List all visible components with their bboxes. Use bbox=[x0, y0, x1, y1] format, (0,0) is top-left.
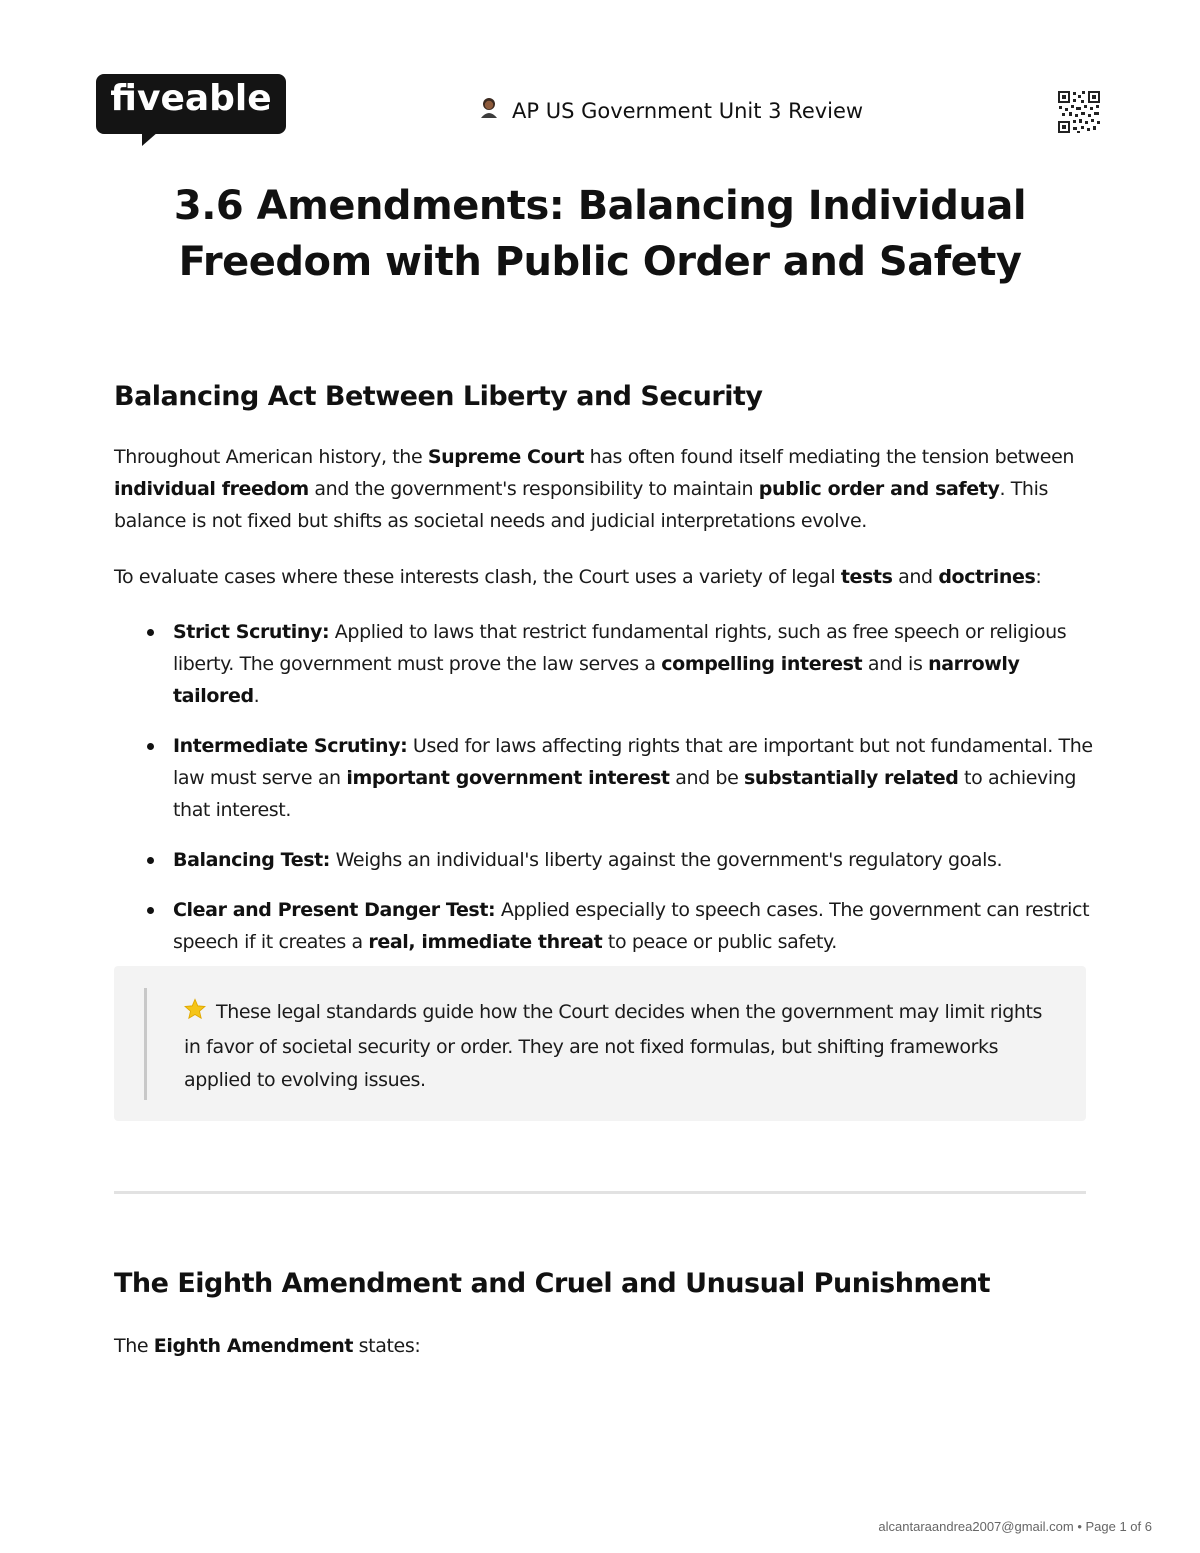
bold-term: Eighth Amendment bbox=[153, 1335, 354, 1357]
text-run: : bbox=[1035, 566, 1042, 588]
text-run: to peace or public safety. bbox=[602, 931, 837, 953]
document-title bbox=[478, 96, 863, 123]
page-title bbox=[100, 178, 1100, 290]
bold-term: compelling interest bbox=[661, 653, 863, 675]
bold-term: tests bbox=[840, 566, 893, 588]
bold-term: doctrines bbox=[938, 566, 1036, 588]
fiveable-logo[interactable] bbox=[96, 74, 286, 134]
text-run: and be bbox=[669, 767, 745, 789]
text-run: and the government's responsibility to maintain bbox=[308, 478, 759, 500]
list-item-intermediate-scrutiny bbox=[114, 730, 1104, 826]
list-item-clear-present-danger bbox=[114, 894, 1104, 958]
section-divider bbox=[114, 1191, 1086, 1194]
bold-term: Strict Scrutiny: bbox=[173, 621, 330, 643]
page-footer: alcantaraandrea2007@gmail.com • Page 1 of 6 bbox=[878, 1519, 1152, 1534]
logo-text: fiveable bbox=[110, 78, 272, 119]
person-emoji-icon bbox=[478, 96, 500, 123]
text-run: Applied to laws that restrict fundamental rights, such as free speech or religious liberty. The government must prove the law serves a bbox=[173, 621, 1067, 675]
text-run: Throughout American history, the bbox=[114, 446, 428, 468]
logo-speech-tail bbox=[142, 132, 158, 146]
text-run: to achieving that interest. bbox=[173, 767, 1077, 821]
bold-term: public order and safety bbox=[758, 478, 1000, 500]
text-run: states: bbox=[353, 1335, 421, 1357]
list-item-strict-scrutiny bbox=[114, 616, 1104, 712]
bullet-dot-icon bbox=[147, 857, 154, 864]
legal-tests-list bbox=[114, 616, 1104, 976]
callout-quote-bar bbox=[144, 988, 147, 1100]
page-title-line1: 3.6 Amendments: Balancing Individual bbox=[173, 183, 1027, 229]
text-run: has often found itself mediating the tension between bbox=[584, 446, 1075, 468]
tests-paragraph bbox=[114, 561, 1104, 593]
text-run: and bbox=[892, 566, 939, 588]
bullet-dot-icon bbox=[147, 629, 154, 636]
text-run: Weighs an individual's liberty against the government's regulatory goals. bbox=[330, 849, 1003, 871]
text-run: . bbox=[253, 685, 260, 707]
list-item-balancing-test bbox=[114, 844, 1104, 876]
bold-term: Intermediate Scrutiny: bbox=[173, 735, 408, 757]
intro-paragraph bbox=[114, 441, 1104, 537]
callout-text bbox=[184, 996, 1044, 1097]
bold-term: substantially related bbox=[744, 767, 959, 789]
callout-body: These legal standards guide how the Court decides when the government may limit rights in favor of societal security or order. They are not fixed formulas, but shifting frameworks applied to evolving issues. bbox=[184, 1001, 1043, 1091]
eighth-amendment-intro bbox=[114, 1330, 1104, 1362]
document-title-text: AP US Government Unit 3 Review bbox=[512, 99, 864, 123]
section-heading-liberty-security: Balancing Act Between Liberty and Security bbox=[114, 381, 763, 412]
qr-code-icon[interactable] bbox=[1057, 90, 1101, 134]
bullet-dot-icon bbox=[147, 907, 154, 914]
bold-term: important government interest bbox=[346, 767, 670, 789]
page-title-line2: Freedom with Public Order and Safety bbox=[178, 239, 1022, 285]
bold-term: Supreme Court bbox=[427, 446, 585, 468]
bold-term: individual freedom bbox=[114, 478, 309, 500]
star-icon bbox=[184, 998, 206, 1031]
text-run: . This balance is not fixed but shifts as societal needs and judicial interpretations evolve. bbox=[114, 478, 1048, 532]
bullet-dot-icon bbox=[147, 743, 154, 750]
text-run: Applied especially to speech cases. The government can restrict speech if it creates a bbox=[173, 899, 1090, 953]
bold-term: Clear and Present Danger Test: bbox=[173, 899, 496, 921]
text-run: and is bbox=[862, 653, 929, 675]
bold-term: narrowly tailored bbox=[173, 653, 1020, 707]
callout-box bbox=[114, 966, 1086, 1121]
bold-term: real, immediate threat bbox=[368, 931, 603, 953]
bold-term: Balancing Test: bbox=[173, 849, 330, 871]
text-run: Used for laws affecting rights that are important but not fundamental. The law must serve an bbox=[173, 735, 1093, 789]
text-run: To evaluate cases where these interests clash, the Court uses a variety of legal bbox=[114, 566, 841, 588]
text-run: The bbox=[114, 1335, 154, 1357]
section-heading-eighth-amendment: The Eighth Amendment and Cruel and Unusual Punishment bbox=[114, 1268, 991, 1299]
